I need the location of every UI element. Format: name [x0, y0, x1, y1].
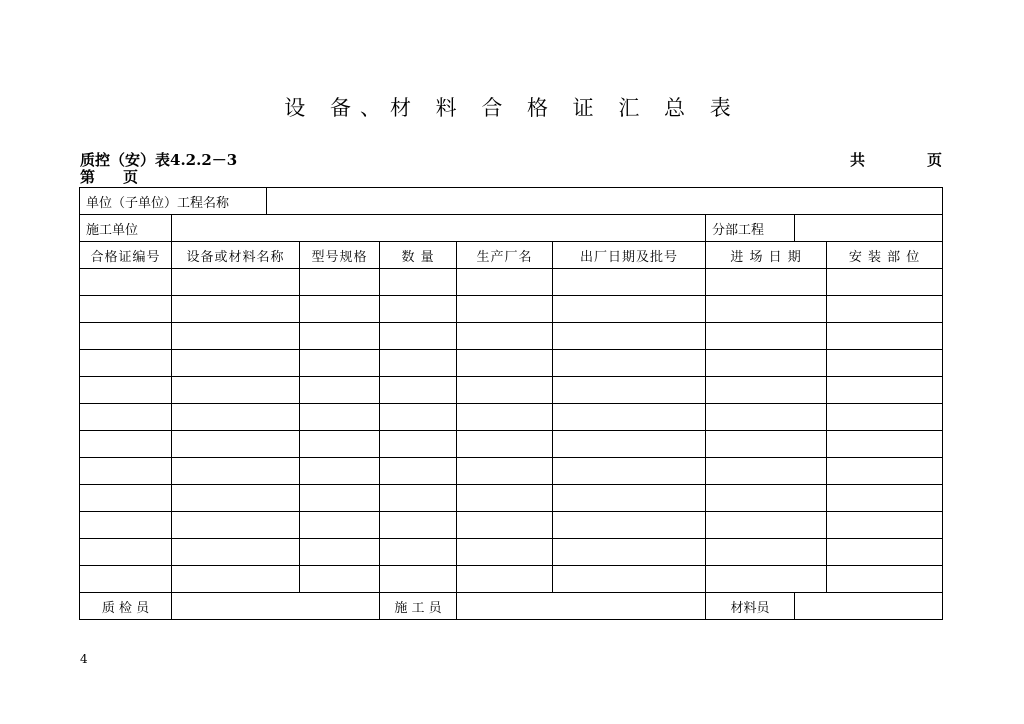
table-cell[interactable] — [80, 269, 172, 296]
table-cell[interactable] — [300, 485, 380, 512]
table-cell[interactable] — [172, 512, 300, 539]
signature-row — [80, 593, 943, 620]
table-row — [80, 350, 943, 377]
inspector-label: 质 检 员 — [80, 593, 172, 620]
constructor-field[interactable] — [457, 593, 706, 620]
table-cell[interactable] — [380, 350, 457, 377]
table-cell[interactable] — [706, 566, 827, 593]
table-cell[interactable] — [380, 377, 457, 404]
table-cell[interactable] — [553, 296, 706, 323]
table-cell[interactable] — [457, 269, 553, 296]
table-cell[interactable] — [553, 539, 706, 566]
project-name-row — [80, 188, 943, 215]
table-cell[interactable] — [553, 350, 706, 377]
table-cell[interactable] — [553, 269, 706, 296]
table-cell[interactable] — [80, 512, 172, 539]
table-row — [80, 296, 943, 323]
table-cell[interactable] — [172, 566, 300, 593]
col-model-spec: 型号规格 — [300, 242, 380, 269]
table-cell[interactable] — [80, 539, 172, 566]
current-page-label: 第页 — [80, 168, 167, 186]
table-cell[interactable] — [380, 269, 457, 296]
table-row — [80, 323, 943, 350]
table-cell[interactable] — [827, 485, 943, 512]
table-cell[interactable] — [300, 431, 380, 458]
sub-project-field[interactable] — [795, 215, 943, 242]
table-cell[interactable] — [706, 296, 827, 323]
table-cell[interactable] — [457, 566, 553, 593]
table-cell[interactable] — [300, 269, 380, 296]
material-field[interactable] — [795, 593, 943, 620]
table-cell[interactable] — [827, 350, 943, 377]
table-cell[interactable] — [457, 404, 553, 431]
table-row — [80, 404, 943, 431]
table-row — [80, 512, 943, 539]
table-cell[interactable] — [827, 566, 943, 593]
table-cell[interactable] — [553, 431, 706, 458]
table-row — [80, 431, 943, 458]
table-cell[interactable] — [172, 485, 300, 512]
table-cell[interactable] — [827, 431, 943, 458]
table-cell[interactable] — [80, 566, 172, 593]
certificate-summary-table — [79, 187, 943, 620]
table-cell[interactable] — [172, 404, 300, 431]
table-cell[interactable] — [706, 512, 827, 539]
table-cell[interactable] — [380, 512, 457, 539]
table-cell[interactable] — [553, 566, 706, 593]
table-cell[interactable] — [300, 377, 380, 404]
inspector-field[interactable] — [172, 593, 380, 620]
table-cell[interactable] — [172, 458, 300, 485]
material-label: 材料员 — [706, 593, 795, 620]
table-cell[interactable] — [553, 485, 706, 512]
table-cell[interactable] — [172, 350, 300, 377]
table-cell[interactable] — [827, 377, 943, 404]
table-cell[interactable] — [380, 566, 457, 593]
table-cell[interactable] — [172, 296, 300, 323]
sub-project-label: 分部工程 — [706, 215, 795, 242]
table-cell[interactable] — [172, 539, 300, 566]
table-cell[interactable] — [380, 485, 457, 512]
table-cell[interactable] — [300, 566, 380, 593]
table-cell[interactable] — [553, 404, 706, 431]
table-cell[interactable] — [457, 485, 553, 512]
table-cell[interactable] — [172, 377, 300, 404]
constructor-label: 施 工 员 — [380, 593, 457, 620]
contractor-row — [80, 215, 943, 242]
table-cell[interactable] — [827, 404, 943, 431]
table-cell[interactable] — [80, 458, 172, 485]
table-row — [80, 458, 943, 485]
col-item-name: 设备或材料名称 — [172, 242, 300, 269]
col-install-location: 安 装 部 位 — [827, 242, 943, 269]
table-cell[interactable] — [80, 296, 172, 323]
contractor-label: 施工单位 — [80, 215, 172, 242]
form-code-text: 质控（安）表4.2.2－3 — [80, 151, 238, 169]
table-cell[interactable] — [380, 296, 457, 323]
table-cell[interactable] — [457, 539, 553, 566]
table-cell[interactable] — [80, 377, 172, 404]
table-cell[interactable] — [457, 431, 553, 458]
table-cell[interactable] — [457, 458, 553, 485]
col-quantity: 数 量 — [380, 242, 457, 269]
table-cell[interactable] — [827, 323, 943, 350]
table-cell[interactable] — [706, 350, 827, 377]
form-code — [80, 152, 237, 186]
table-header-row — [80, 242, 943, 269]
table-cell[interactable] — [827, 458, 943, 485]
table-cell[interactable] — [172, 431, 300, 458]
col-certificate-no: 合格证编号 — [80, 242, 172, 269]
table-cell[interactable] — [706, 458, 827, 485]
table-cell[interactable] — [80, 323, 172, 350]
table-cell[interactable] — [80, 485, 172, 512]
table-cell[interactable] — [80, 350, 172, 377]
table-cell[interactable] — [706, 377, 827, 404]
table-cell[interactable] — [300, 539, 380, 566]
total-label: 共 — [850, 151, 866, 169]
total-unit-label: 页 — [926, 151, 942, 169]
table-cell[interactable] — [380, 404, 457, 431]
page-title: 设 备、材 料 合 格 证 汇 总 表 — [284, 96, 740, 120]
table-row — [80, 269, 943, 296]
table-cell[interactable] — [172, 269, 300, 296]
table-cell[interactable] — [380, 458, 457, 485]
table-cell[interactable] — [706, 431, 827, 458]
table-cell[interactable] — [706, 539, 827, 566]
contractor-field[interactable] — [172, 215, 706, 242]
table-cell[interactable] — [706, 485, 827, 512]
table-cell[interactable] — [300, 296, 380, 323]
table-cell[interactable] — [172, 323, 300, 350]
table-cell[interactable] — [457, 512, 553, 539]
table-cell[interactable] — [300, 512, 380, 539]
table-cell[interactable] — [80, 431, 172, 458]
table-row — [80, 377, 943, 404]
table-row — [80, 539, 943, 566]
table-cell[interactable] — [553, 323, 706, 350]
table-cell[interactable] — [300, 350, 380, 377]
table-cell[interactable] — [300, 404, 380, 431]
table-cell[interactable] — [706, 404, 827, 431]
table-cell[interactable] — [300, 458, 380, 485]
table-cell[interactable] — [457, 377, 553, 404]
project-name-field[interactable] — [267, 188, 943, 215]
table-cell[interactable] — [827, 512, 943, 539]
table-row — [80, 485, 943, 512]
table-cell[interactable] — [380, 323, 457, 350]
col-entry-date: 进 场 日 期 — [706, 242, 827, 269]
col-manufacturer: 生产厂名 — [457, 242, 553, 269]
table-cell[interactable] — [553, 458, 706, 485]
table-cell[interactable] — [553, 377, 706, 404]
table-cell[interactable] — [553, 512, 706, 539]
col-factory-date-batch: 出厂日期及批号 — [553, 242, 706, 269]
table-row — [80, 566, 943, 593]
table-cell[interactable] — [706, 323, 827, 350]
table-cell[interactable] — [80, 404, 172, 431]
table-cell[interactable] — [380, 431, 457, 458]
total-pages-label — [850, 152, 942, 169]
table-cell[interactable] — [457, 350, 553, 377]
table-cell[interactable] — [827, 296, 943, 323]
table-cell[interactable] — [827, 539, 943, 566]
page-number: 4 — [80, 652, 88, 666]
table-cell[interactable] — [706, 269, 827, 296]
table-cell[interactable] — [300, 323, 380, 350]
table-cell[interactable] — [457, 296, 553, 323]
table-cell[interactable] — [457, 323, 553, 350]
table-cell[interactable] — [827, 269, 943, 296]
table-cell[interactable] — [380, 539, 457, 566]
project-name-label: 单位（子单位）工程名称 — [80, 188, 267, 215]
